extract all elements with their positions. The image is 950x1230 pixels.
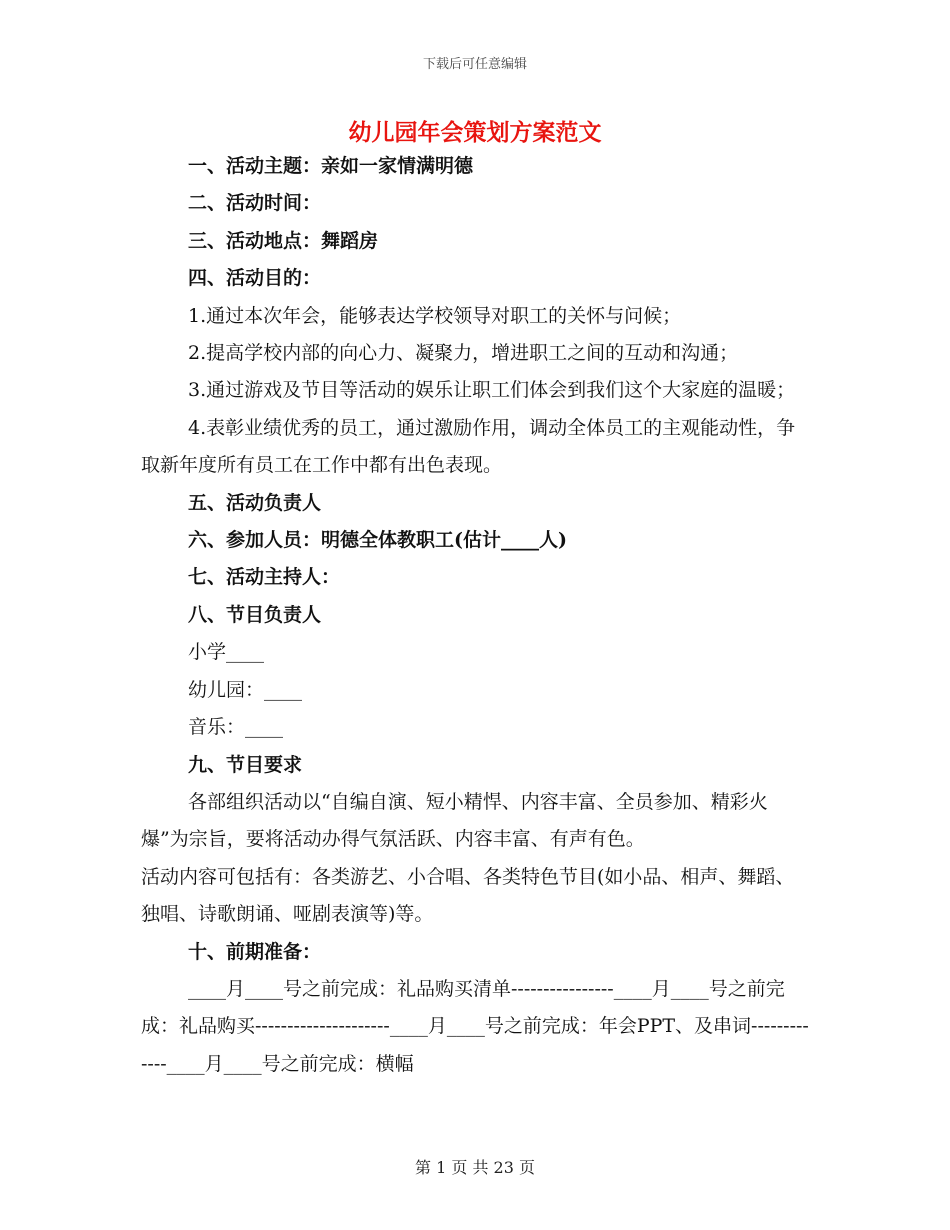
heading-theme: 一、活动主题：亲如一家情满明德	[188, 155, 474, 177]
page-footer: 第 1 页 共 23 页	[415, 1158, 535, 1177]
heading-preparation: 十、前期准备：	[188, 940, 322, 963]
program-lead-primary: 小学____	[188, 641, 265, 664]
purpose-item-4: 4.表彰业绩优秀的员工，通过激励作用，调动全体员工的主观能动性，争取新年度所有员工在工作中都有出色表现。	[141, 416, 796, 477]
program-lead-music: 音乐：____	[188, 716, 284, 739]
purpose-item-1: 1.通过本次年会，能够表达学校领导对职工的关怀与问候；	[188, 304, 682, 327]
document-title: 幼儿园年会策划方案范文	[348, 119, 602, 146]
purpose-item-2: 2.提高学校内部的向心力、凝聚力，增进职工之间的互动和沟通；	[188, 342, 739, 365]
heading-program-requirements: 九、节目要求	[188, 753, 303, 776]
activity-content-paragraph: 活动内容可包括有：各类游艺、小合唱、各类特色节目(如小品、相声、舞蹈、独唱、诗歌朗诵、哑剧表演等)等。	[141, 865, 795, 926]
purpose-item-3: 3.通过游戏及节目等活动的娱乐让职工们体会到我们这个大家庭的温暖；	[188, 379, 796, 402]
heading-program-leads: 八、节目负责人	[188, 603, 322, 626]
heading-participants: 六、参加人员：明德全体教职工(估计____人)	[188, 529, 567, 552]
program-lead-kindergarten: 幼儿园：____	[188, 678, 303, 701]
heading-host: 七、活动主持人：	[188, 566, 341, 589]
document-body	[141, 148, 813, 1083]
page-header: 下载后可任意编辑	[422, 57, 527, 72]
requirements-paragraph: 各部组织活动以“自编自演、短小精悍、内容丰富、全员参加、精彩火爆”为宗旨，要将活动办得气氛活跃、内容丰富、有声有色。	[141, 790, 768, 851]
heading-organizer: 五、活动负责人	[188, 491, 322, 514]
heading-location: 三、活动地点：舞蹈房	[188, 229, 379, 252]
heading-time: 二、活动时间：	[188, 192, 322, 215]
heading-purpose: 四、活动目的：	[188, 267, 322, 290]
preparation-schedule: ____月____号之前完成：礼品购买清单----------------____月____号之前完成：礼品购买---------------------____月____号之前完成：年会PPT、及串词-------------____月____号之前完成：横幅	[141, 977, 809, 1075]
